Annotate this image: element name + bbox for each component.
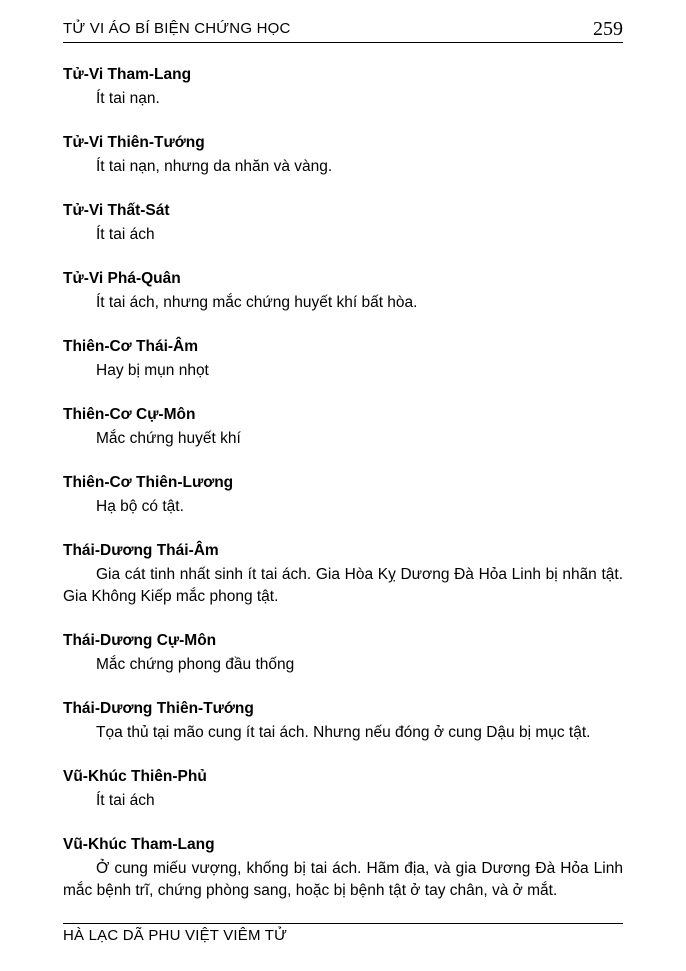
entry-heading: Thiên-Cơ Thiên-Lương: [63, 474, 234, 491]
entry-section: [63, 268, 623, 314]
page-footer: [63, 923, 623, 944]
entry-body: Ít tai nạn, nhưng da nhăn và vàng.: [96, 158, 333, 175]
entry-heading: Thái-Dương Cự-Môn: [63, 632, 217, 649]
entry-heading: Tử-Vi Tham-Lang: [63, 66, 192, 83]
entry-heading: Vũ-Khúc Thiên-Phủ: [63, 768, 207, 785]
entry-heading: Vũ-Khúc Tham-Lang: [63, 836, 215, 853]
entry-body: Mắc chứng phong đầu thống: [96, 656, 295, 673]
entry-section: [63, 200, 623, 246]
entry-section: [63, 834, 623, 902]
page-header: [63, 20, 623, 43]
entry-body: Ít tai nạn.: [96, 90, 160, 107]
entry-body: Hay bị mụn nhọt: [96, 362, 209, 379]
entry-heading: Tử-Vi Thiên-Tướng: [63, 134, 205, 151]
running-title: TỬ VI ÁO BÍ BIỆN CHỨNG HỌC: [63, 20, 291, 37]
entry-heading: Thiên-Cơ Cự-Môn: [63, 406, 196, 423]
entry-heading: Thái-Dương Thiên-Tướng: [63, 700, 254, 717]
entry-body: Ít tai ách, nhưng mắc chứng huyết khí bất hòa.: [96, 294, 418, 311]
entry-section: [63, 336, 623, 382]
entry-section: [63, 630, 623, 676]
entry-section: [63, 64, 623, 110]
entry-body: Ở cung miếu vượng, khống bị tai ách. Hãm địa, và gia Dương Đà Hỏa Linh mắc bệnh trĩ, chứng phòng sang, hoặc bị bệnh tật ở tay chân, và ở mắt.: [63, 860, 623, 899]
entry-body: Gia cát tinh nhất sinh ít tai ách. Gia Hòa Kỵ Dương Đà Hỏa Linh bị nhãn tật. Gia Không Kiếp mắc phong tật.: [63, 566, 623, 605]
entry-section: [63, 698, 623, 744]
page-number: 259: [593, 18, 623, 40]
page-content: [63, 64, 623, 924]
entry-body: Tọa thủ tại mão cung ít tai ách. Nhưng nếu đóng ở cung Dậu bị mục tật.: [96, 724, 591, 741]
entry-heading: Thiên-Cơ Thái-Âm: [63, 338, 199, 355]
entry-section: [63, 132, 623, 178]
entry-body: Ít tai ách: [96, 792, 155, 809]
entry-section: [63, 540, 623, 608]
footer-author-text: HÀ LẠC DÃ PHU VIỆT VIÊM TỬ: [63, 927, 288, 944]
entry-section: [63, 472, 623, 518]
entry-body: Hạ bộ có tật.: [96, 498, 184, 515]
entry-heading: Tử-Vi Thất-Sát: [63, 202, 170, 219]
entry-body: Mắc chứng huyết khí: [96, 430, 241, 447]
entry-section: [63, 404, 623, 450]
entry-heading: Thái-Dương Thái-Âm: [63, 542, 219, 559]
entry-heading: Tử-Vi Phá-Quân: [63, 270, 181, 287]
entry-body: Ít tai ách: [96, 226, 155, 243]
entry-section: [63, 766, 623, 812]
